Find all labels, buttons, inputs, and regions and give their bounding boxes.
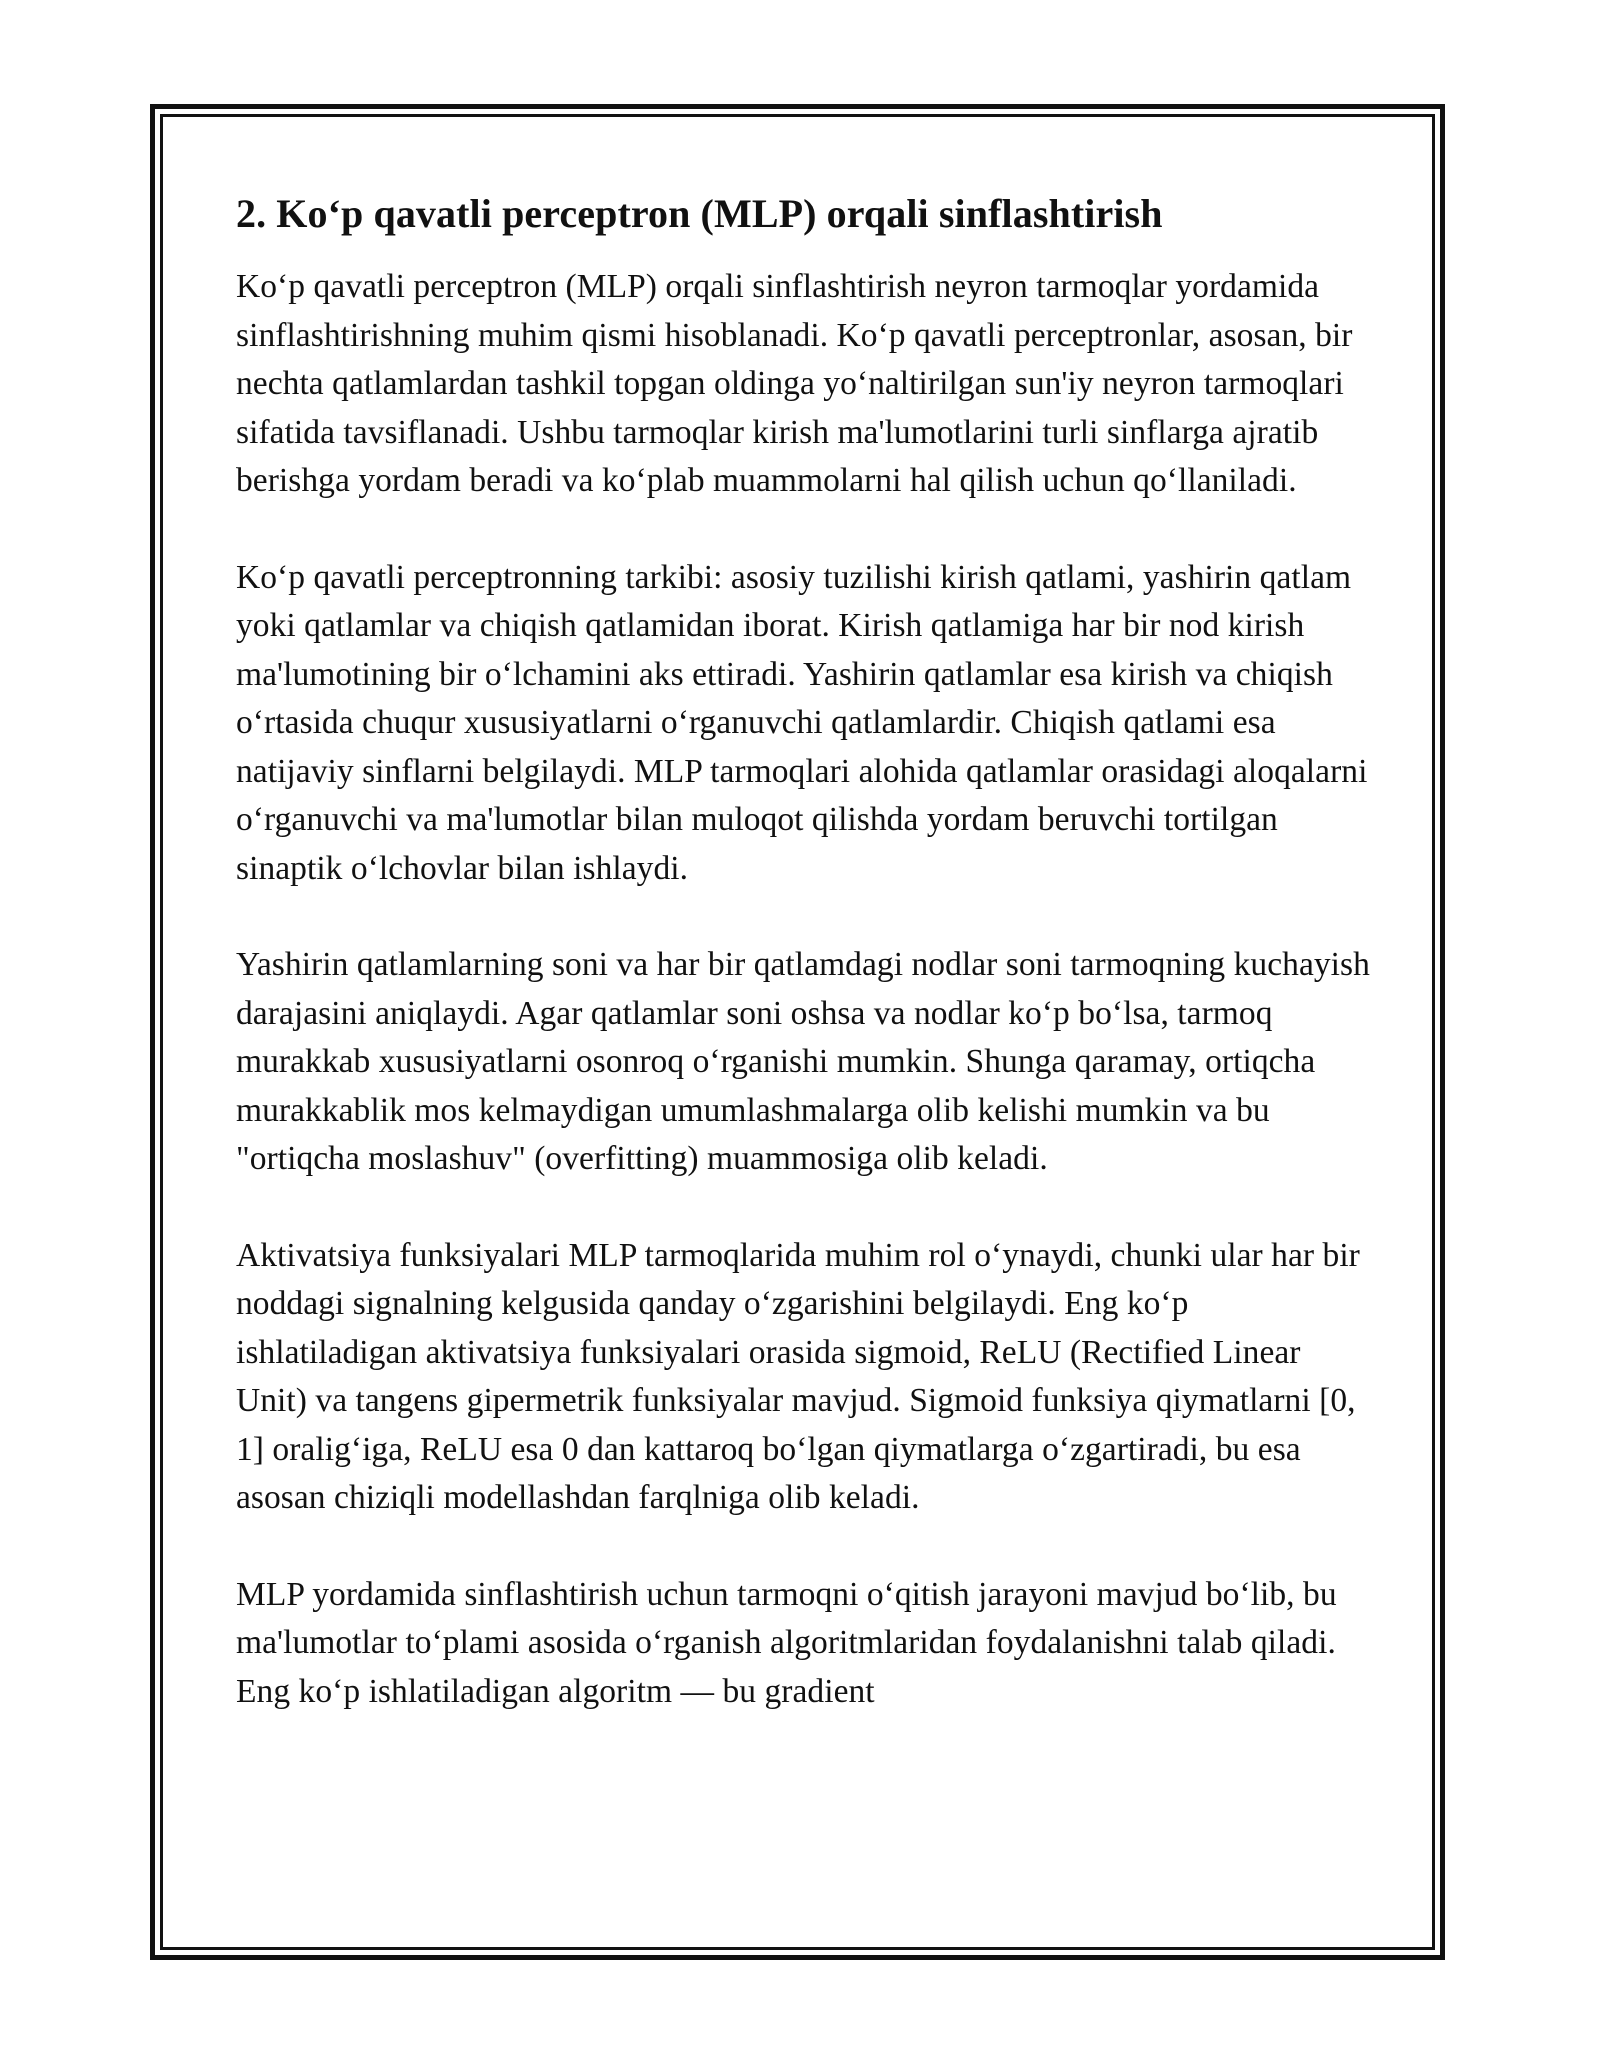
document-body xyxy=(236,185,1376,1764)
section-heading: 2. Ko‘p qavatli perceptron (MLP) orqali sinflashtirish xyxy=(236,191,1163,236)
paragraph-5: MLP yordamida sinflashtirish uchun tarmoqni o‘qitish jarayoni mavjud bo‘lib, bu ma'lumotlar to‘plami asosida o‘rganish algoritmlaridan foydalanishni talab qiladi. Eng ko‘p ishlatiladigan algoritm — bu gradient xyxy=(236,1575,1337,1710)
paragraph-2: Ko‘p qavatli perceptronning tarkibi: asosiy tuzilishi kirish qatlami, yashirin qatlam yoki qatlamlar va chiqish qatlamidan iborat. Kirish qatlamiga har bir nod kirish ma'lumotining bir o‘lchamini aks ettiradi. Yashirin qatlamlar esa kirish va chiqish o‘rtasida chuqur xususiyatlarni o‘rganuvchi qatlamlardir. Chiqish qatlami esa natijaviy sinflarni belgilaydi. MLP tarmoqlari alohida qatlamlar orasidagi aloqalarni o‘rganuvchi va ma'lumotlar bilan muloqot qilishda yordam beruvchi tortilgan sinaptik o‘lchovlar bilan ishlaydi. xyxy=(236,558,1368,887)
paragraph-1: Ko‘p qavatli perceptron (MLP) orqali sinflashtirish neyron tarmoqlar yordamida sinflashtirishning muhim qismi hisoblanadi. Ko‘p qavatli perceptronlar, asosan, bir nechta qatlamlardan tashkil topgan oldinga yo‘naltirilgan sun'iy neyron tarmoqlari sifatida tavsiflanadi. Ushbu tarmoqlar kirish ma'lumotlarini turli sinflarga ajratib berishga yordam beradi va ko‘plab muammolarni hal qilish uchun qo‘llaniladi. xyxy=(236,268,1353,499)
paragraph-3: Yashirin qatlamlarning soni va har bir qatlamdagi nodlar soni tarmoqning kuchayish darajasini aniqlaydi. Agar qatlamlar soni oshsa va nodlar ko‘p bo‘lsa, tarmoq murakkab xususiyatlarni osonroq o‘rganishi mumkin. Shunga qaramay, ortiqcha murakkablik mos kelmaydigan umumlashmalarga olib kelishi mumkin va bu "ortiqcha moslashuv" (overfitting) muammosiga olib keladi. xyxy=(236,946,1370,1177)
paragraph-4: Aktivatsiya funksiyalari MLP tarmoqlarida muhim rol o‘ynaydi, chunki ular har bir noddagi signalning kelgusida qanday o‘zgarishini belgilaydi. Eng ko‘p ishlatiladigan aktivatsiya funksiyalari orasida sigmoid, ReLU (Rectified Linear Unit) va tangens gipermetrik funksiyalar mavjud. Sigmoid funksiya qiymatlarni [0, 1] oralig‘iga, ReLU esa 0 dan kattaroq bo‘lgan qiymatlarga o‘zgartiradi, bu esa asosan chiziqli modellashdan farqlniga olib keladi. xyxy=(236,1236,1360,1516)
